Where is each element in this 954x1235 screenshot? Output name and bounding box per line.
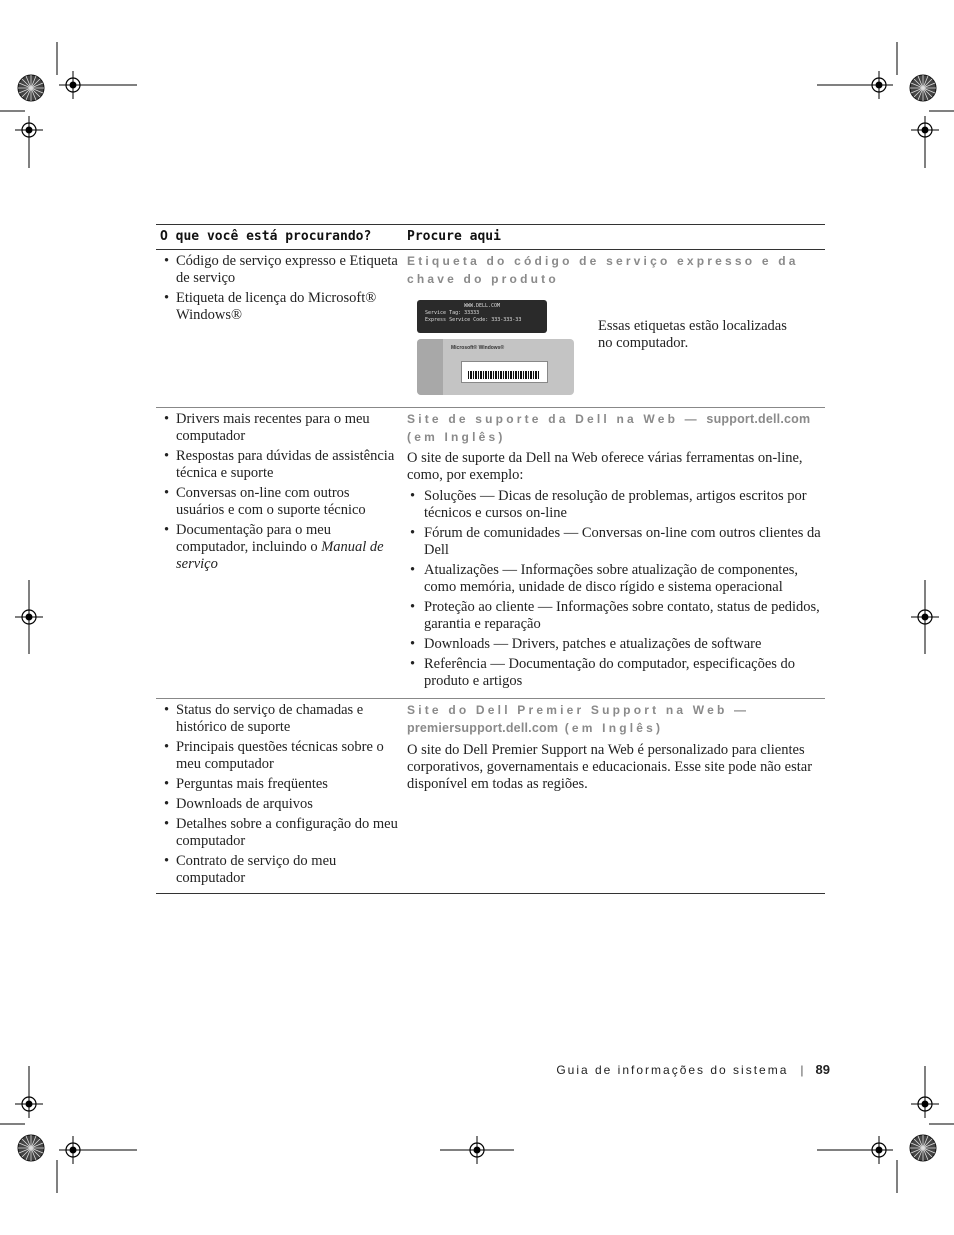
- label-caption: Essas etiquetas estão localizadas no computador.: [598, 318, 787, 351]
- list-item: • Downloads — Drivers, patches e atualizações de software: [407, 636, 823, 653]
- list-item: • Etiqueta de licença do Microsoft® Windows®: [156, 290, 400, 324]
- list-item: • Detalhes sobre a configuração do meu computador: [156, 816, 400, 850]
- row-resource: [407, 410, 823, 693]
- header-looking-for: O que você está procurando?: [160, 229, 372, 244]
- intro-text: O site de suporte da Dell na Web oferece várias ferramentas on-line, como, por exemplo:: [407, 450, 803, 483]
- list-item: • Contrato de serviço do meu computador: [156, 853, 400, 887]
- page-number: 89: [815, 1062, 830, 1077]
- list-item: • Status do serviço de chamadas e histórico de suporte: [156, 702, 400, 736]
- row-needs-list: [156, 253, 400, 327]
- list-item: • Fórum de comunidades — Conversas on-line com outros clientes da Dell: [407, 525, 823, 559]
- list-item: • Conversas on-line com outros usuários e com o suporte técnico: [156, 485, 400, 519]
- row-needs-list: [156, 411, 400, 576]
- list-item: • Respostas para dúvidas de assistência técnica e suporte: [156, 448, 400, 482]
- list-item: • Documentação para o meu computador, incluindo o Manual de serviço: [156, 522, 400, 573]
- header-look-here: Procure aqui: [407, 229, 501, 244]
- list-item: • Proteção ao cliente — Informações sobre contato, status de pedidos, garantia e reparação: [407, 599, 823, 633]
- section-heading: Site do Dell Premier Support na Web — premiersupport.dell.com (em Inglês): [407, 703, 750, 735]
- table-header: [156, 224, 825, 250]
- body-text: O site do Dell Premier Support na Web é personalizado para clientes corporativos, governamentais e educacionais. Esse site pode não estar disponível em todas as regiões.: [407, 742, 813, 792]
- table-row: [156, 408, 825, 699]
- list-item: • Atualizações — Informações sobre atualização de componentes, como memória, unidade de disco rígido e sistema operacional: [407, 562, 823, 596]
- page-footer: [500, 1062, 830, 1077]
- barcode: [461, 361, 548, 383]
- row-resource: [407, 252, 823, 351]
- table-row: [156, 250, 825, 408]
- list-item: • Downloads de arquivos: [156, 796, 400, 813]
- section-heading: Site de suporte da Dell na Web — support.dell.com (em Inglês): [407, 412, 811, 444]
- premier-support-url[interactable]: premiersupport.dell.com: [407, 721, 559, 735]
- list-item: • Referência — Documentação do computador, especificações do produto e artigos: [407, 656, 823, 690]
- service-tag-label: WWW.DELL.COM Service Tag: 33333 Express Service Code: 333-333-33: [417, 300, 547, 333]
- footer-separator: |: [800, 1063, 804, 1077]
- table-row: [156, 699, 825, 894]
- list-item: • Perguntas mais freqüentes: [156, 776, 400, 793]
- support-url[interactable]: support.dell.com: [706, 412, 811, 426]
- section-heading: Etiqueta do código de serviço expresso e da chave do produto: [407, 254, 799, 286]
- row-resource: [407, 701, 823, 793]
- footer-title: Guia de informações do sistema: [556, 1063, 789, 1077]
- row-needs-list: [156, 702, 400, 890]
- list-item: • Soluções — Dicas de resolução de problemas, artigos escritos por técnicos e cursos on-line: [407, 488, 823, 522]
- list-item: • Drivers mais recentes para o meu computador: [156, 411, 400, 445]
- resource-table: [156, 224, 825, 894]
- list-item: • Código de serviço expresso e Etiqueta de serviço: [156, 253, 400, 287]
- windows-license-label: Microsoft® Windows®: [417, 339, 574, 395]
- list-item: • Principais questões técnicas sobre o meu computador: [156, 739, 400, 773]
